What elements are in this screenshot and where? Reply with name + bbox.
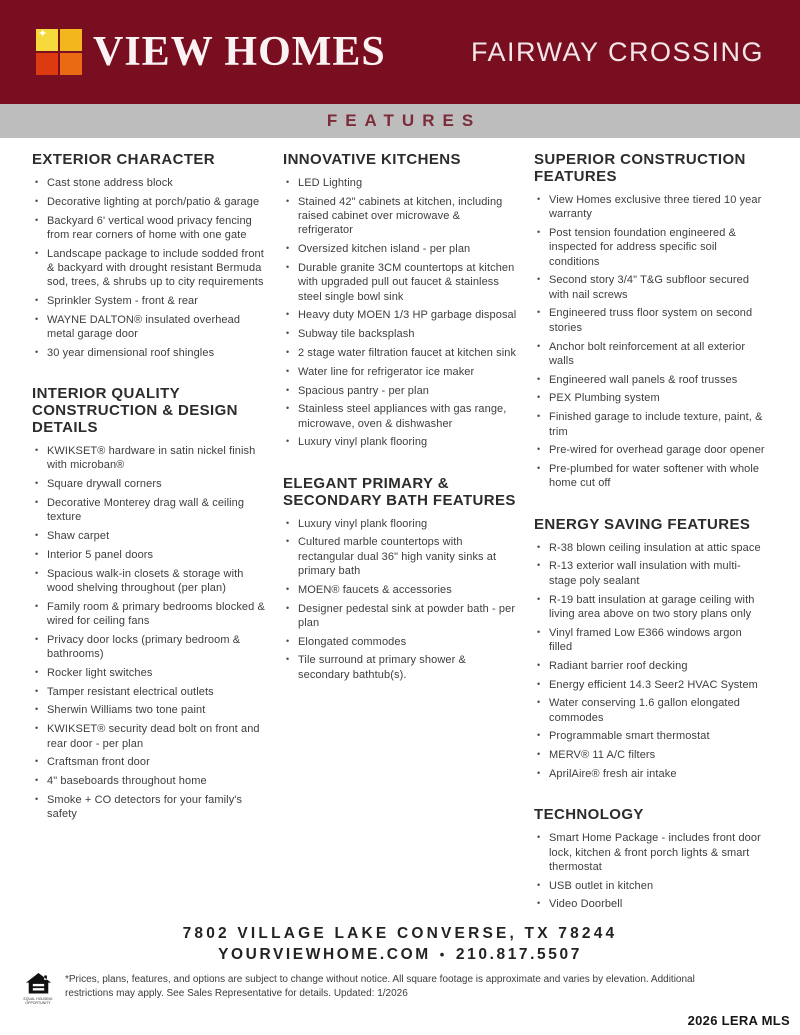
feature-item: • 2 stage water filtration faucet at kitchen sink bbox=[283, 346, 517, 360]
feature-item: • Square drywall corners bbox=[32, 477, 266, 491]
feature-list bbox=[32, 444, 266, 822]
feature-item: • Craftsman front door bbox=[32, 755, 266, 769]
feature-item: • Smoke + CO detectors for your family's safety bbox=[32, 793, 266, 822]
feature-item: • 4" baseboards throughout home bbox=[32, 774, 266, 788]
logo-quadrant-top-right bbox=[60, 29, 82, 51]
feature-column bbox=[534, 152, 768, 916]
feature-item: • MOEN® faucets & accessories bbox=[283, 583, 517, 597]
feature-section bbox=[283, 476, 517, 682]
feature-column bbox=[32, 152, 266, 916]
community-name: FAIRWAY CROSSING bbox=[470, 36, 764, 67]
disclaimer-text: *Prices, plans, features, and options are subject to change without notice. All square footage is approximate and varies by elevation. Additional restrictions may apply. See Sales Representative for details. Updated: 1/2026 bbox=[65, 974, 695, 999]
equal-housing-logo bbox=[20, 973, 56, 1005]
logo-sparkle-icon: ✦ bbox=[38, 28, 48, 40]
feature-item: • Spacious walk-in closets & storage with wood shelving throughout (per plan) bbox=[32, 567, 266, 596]
feature-column bbox=[283, 152, 517, 916]
feature-item: • R-13 exterior wall insulation with multi-stage poly sealant bbox=[534, 559, 768, 588]
feature-item: • Subway tile backsplash bbox=[283, 327, 517, 341]
footer-phone: 210.817.5507 bbox=[455, 946, 582, 963]
feature-item: • Pre-plumbed for water softener with whole home cut off bbox=[534, 462, 768, 491]
feature-item: • Second story 3/4" T&G subfloor secured with nail screws bbox=[534, 273, 768, 302]
feature-list bbox=[283, 176, 517, 450]
section-title: ENERGY SAVING FEATURES bbox=[534, 515, 751, 533]
feature-item: • Shaw carpet bbox=[32, 529, 266, 543]
feature-list bbox=[534, 831, 768, 911]
feature-item: • Finished garage to include texture, paint, & trim bbox=[534, 410, 768, 439]
logo-quadrant-bottom-left bbox=[36, 53, 58, 75]
footer bbox=[0, 925, 800, 1035]
feature-item: • LED Lighting bbox=[283, 176, 517, 190]
feature-item: • Engineered wall panels & roof trusses bbox=[534, 373, 768, 387]
feature-item: • Landscape package to include sodded front & backyard with drought resistant Bermuda sod, trees, & shrubs up to city requirements bbox=[32, 247, 266, 290]
feature-item: • Tamper resistant electrical outlets bbox=[32, 685, 266, 699]
feature-item: • Durable granite 3CM countertops at kitchen with upgraded pull out faucet & stainless steel single bowl sink bbox=[283, 261, 517, 304]
feature-item: • Privacy door locks (primary bedroom & bathrooms) bbox=[32, 633, 266, 662]
section-title: EXTERIOR CHARACTER bbox=[32, 151, 216, 168]
feature-item: • Programmable smart thermostat bbox=[534, 729, 768, 743]
footer-website: YOURVIEWHOME.COM bbox=[218, 946, 431, 963]
feature-item: • Anchor bolt reinforcement at all exterior walls bbox=[534, 340, 768, 369]
mls-attribution: 2026 LERA MLS bbox=[687, 1013, 790, 1028]
logo-quadrant-bottom-right bbox=[60, 53, 82, 75]
section-title: INTERIOR QUALITY CONSTRUCTION & DESIGN DETAILS bbox=[32, 385, 238, 437]
feature-section bbox=[534, 152, 768, 491]
brand-name: VIEW HOMES bbox=[93, 29, 386, 75]
feature-item: • Cast stone address block bbox=[32, 176, 266, 190]
feature-item: • Pre-wired for overhead garage door opener bbox=[534, 443, 768, 457]
feature-section bbox=[283, 152, 517, 450]
equal-housing-house-icon bbox=[24, 973, 53, 998]
features-banner bbox=[0, 104, 800, 138]
feature-item: • Tile surround at primary shower & secondary bathtub(s). bbox=[283, 653, 517, 682]
disclaimer-row bbox=[20, 973, 730, 1005]
section-title: TECHNOLOGY bbox=[534, 806, 644, 824]
feature-item: • Luxury vinyl plank flooring bbox=[283, 517, 517, 531]
feature-item: • Vinyl framed Low E366 windows argon filled bbox=[534, 626, 768, 655]
feature-item: • Sprinkler System - front & rear bbox=[32, 294, 266, 308]
footer-separator: • bbox=[439, 947, 447, 962]
feature-item: • Energy efficient 14.3 Seer2 HVAC System bbox=[534, 678, 768, 692]
view-homes-logo-icon bbox=[36, 29, 82, 75]
feature-list bbox=[534, 541, 768, 782]
feature-item: • KWIKSET® security dead bolt on front and rear door - per plan bbox=[32, 722, 266, 751]
feature-item: • AprilAire® fresh air intake bbox=[534, 767, 768, 781]
feature-section bbox=[534, 517, 768, 782]
feature-item: • Rocker light switches bbox=[32, 666, 266, 680]
feature-item: • Sherwin Williams two tone paint bbox=[32, 703, 266, 717]
feature-section bbox=[534, 807, 768, 911]
feature-item: • Family room & primary bedrooms blocked & wired for ceiling fans bbox=[32, 600, 266, 629]
feature-item: • WAYNE DALTON® insulated overhead metal garage door bbox=[32, 313, 266, 342]
features-columns bbox=[0, 138, 800, 916]
feature-item: • Stainless steel appliances with gas range, microwave, oven & dishwasher bbox=[283, 402, 517, 431]
feature-item: • Elongated commodes bbox=[283, 635, 517, 649]
feature-item: • Luxury vinyl plank flooring bbox=[283, 435, 517, 449]
feature-item: • Designer pedestal sink at powder bath - per plan bbox=[283, 602, 517, 631]
feature-item: • Water conserving 1.6 gallon elongated commodes bbox=[534, 696, 768, 725]
feature-item: • Smart Home Package - includes front door lock, kitchen & front porch lights & smart thermostat bbox=[534, 831, 768, 874]
feature-item: • Heavy duty MOEN 1/3 HP garbage disposal bbox=[283, 308, 517, 322]
feature-item: • USB outlet in kitchen bbox=[534, 879, 768, 893]
feature-item: • 30 year dimensional roof shingles bbox=[32, 346, 266, 360]
feature-item: • PEX Plumbing system bbox=[534, 391, 768, 405]
feature-item: • R-19 batt insulation at garage ceiling with living area above on two story plans only bbox=[534, 593, 768, 622]
feature-item: • KWIKSET® hardware in satin nickel finish with microban® bbox=[32, 444, 266, 473]
feature-item: • Decorative Monterey drag wall & ceiling texture bbox=[32, 496, 266, 525]
feature-item: • Backyard 6' vertical wood privacy fencing from rear corners of home with one gate bbox=[32, 214, 266, 243]
feature-item: • Cultured marble countertops with rectangular dual 36" high vanity sinks at primary bath bbox=[283, 535, 517, 578]
feature-list bbox=[32, 176, 266, 360]
feature-item: • Stained 42" cabinets at kitchen, including raised cabinet over microwave & refrigerator bbox=[283, 195, 517, 238]
feature-section bbox=[32, 386, 266, 821]
footer-address: 7802 VILLAGE LAKE CONVERSE, TX 78244 bbox=[182, 925, 618, 942]
feature-item: • Engineered truss floor system on second stories bbox=[534, 306, 768, 335]
section-title: SUPERIOR CONSTRUCTION FEATURES bbox=[534, 151, 746, 185]
header-bar bbox=[0, 0, 800, 104]
feature-item: • Oversized kitchen island - per plan bbox=[283, 242, 517, 256]
feature-item: • View Homes exclusive three tiered 10 year warranty bbox=[534, 193, 768, 222]
feature-item: • Radiant barrier roof decking bbox=[534, 659, 768, 673]
section-title: ELEGANT PRIMARY & SECONDARY BATH FEATURES bbox=[283, 474, 516, 509]
footer-contact bbox=[0, 946, 800, 964]
feature-item: • MERV® 11 A/C filters bbox=[534, 748, 768, 762]
feature-item: • R-38 blown ceiling insulation at attic space bbox=[534, 541, 768, 555]
feature-list bbox=[534, 193, 768, 491]
feature-item: • Spacious pantry - per plan bbox=[283, 384, 517, 398]
feature-item: • Water line for refrigerator ice maker bbox=[283, 365, 517, 379]
equal-housing-caption: EQUAL HOUSING OPPORTUNITY bbox=[23, 997, 53, 1005]
section-title: INNOVATIVE KITCHENS bbox=[283, 151, 461, 168]
feature-section bbox=[32, 152, 266, 360]
feature-item: • Video Doorbell bbox=[534, 897, 768, 911]
features-banner-label: FEATURES bbox=[326, 111, 482, 130]
feature-item: • Post tension foundation engineered & inspected for address specific soil conditions bbox=[534, 226, 768, 269]
feature-list bbox=[283, 517, 517, 682]
feature-item: • Interior 5 panel doors bbox=[32, 548, 266, 562]
feature-item: • Decorative lighting at porch/patio & garage bbox=[32, 195, 266, 209]
